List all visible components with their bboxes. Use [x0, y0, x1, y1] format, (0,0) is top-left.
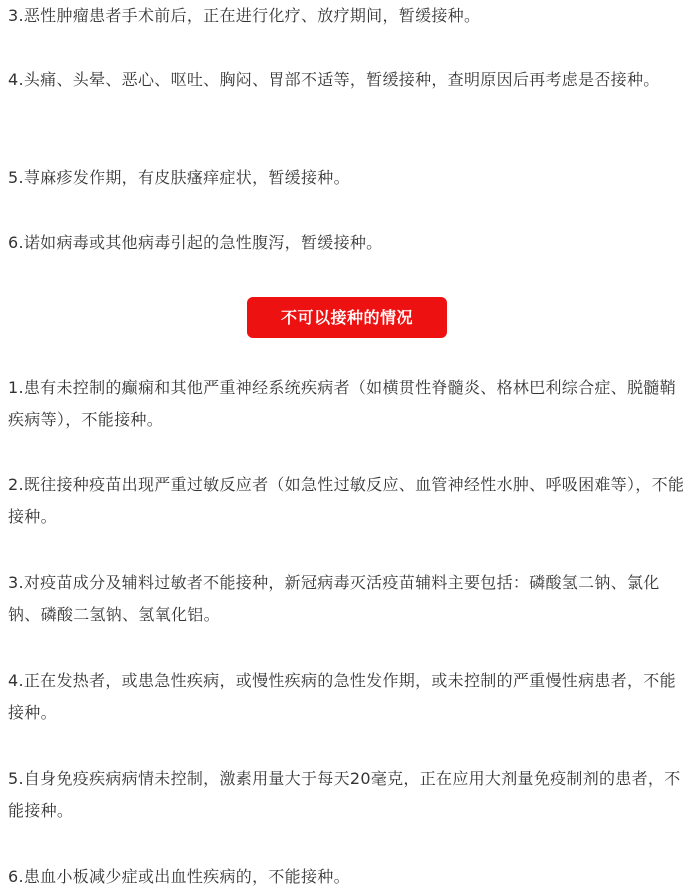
contraindication-item: 6.患血小板减少症或出血性疾病的，不能接种。: [8, 867, 350, 886]
postpone-item: 5.荨麻疹发作期，有皮肤瘙痒症状，暂缓接种。: [8, 168, 350, 187]
postpone-item: 3.恶性肿瘤患者手术前后，正在进行化疗、放疗期间，暂缓接种。: [8, 6, 481, 25]
postpone-item: 6.诺如病毒或其他病毒引起的急性腹泻，暂缓接种。: [8, 233, 383, 252]
contraindication-item: 2.既往接种疫苗出现严重过敏反应者（如急性过敏反应、血管神经性水肿、呼吸困难等），不能接种。: [8, 475, 685, 526]
contraindication-item: 5.自身免疫疾病病情未控制，激素用量大于每天20毫克，正在应用大剂量免疫制剂的患者，不能接种。: [8, 769, 681, 820]
contraindication-item: 4.正在发热者，或患急性疾病，或慢性疾病的急性发作期，或未控制的严重慢性病患者，不能接种。: [8, 671, 676, 722]
contraindication-item: 1.患有未控制的癫痫和其他严重神经系统疾病者（如横贯性脊髓炎、格林巴利综合症、脱髓鞘疾病等），不能接种。: [8, 378, 676, 429]
section-heading-badge: 不可以接种的情况: [247, 297, 447, 338]
postpone-item: 4.头痛、头晕、恶心、呕吐、胸闷、胃部不适等，暂缓接种，查明原因后再考虑是否接种。: [8, 70, 660, 89]
contraindication-item: 3.对疫苗成分及辅料过敏者不能接种，新冠病毒灭活疫苗辅料主要包括：磷酸氢二钠、氯化钠、磷酸二氢钠、氢氧化铝。: [8, 573, 660, 624]
